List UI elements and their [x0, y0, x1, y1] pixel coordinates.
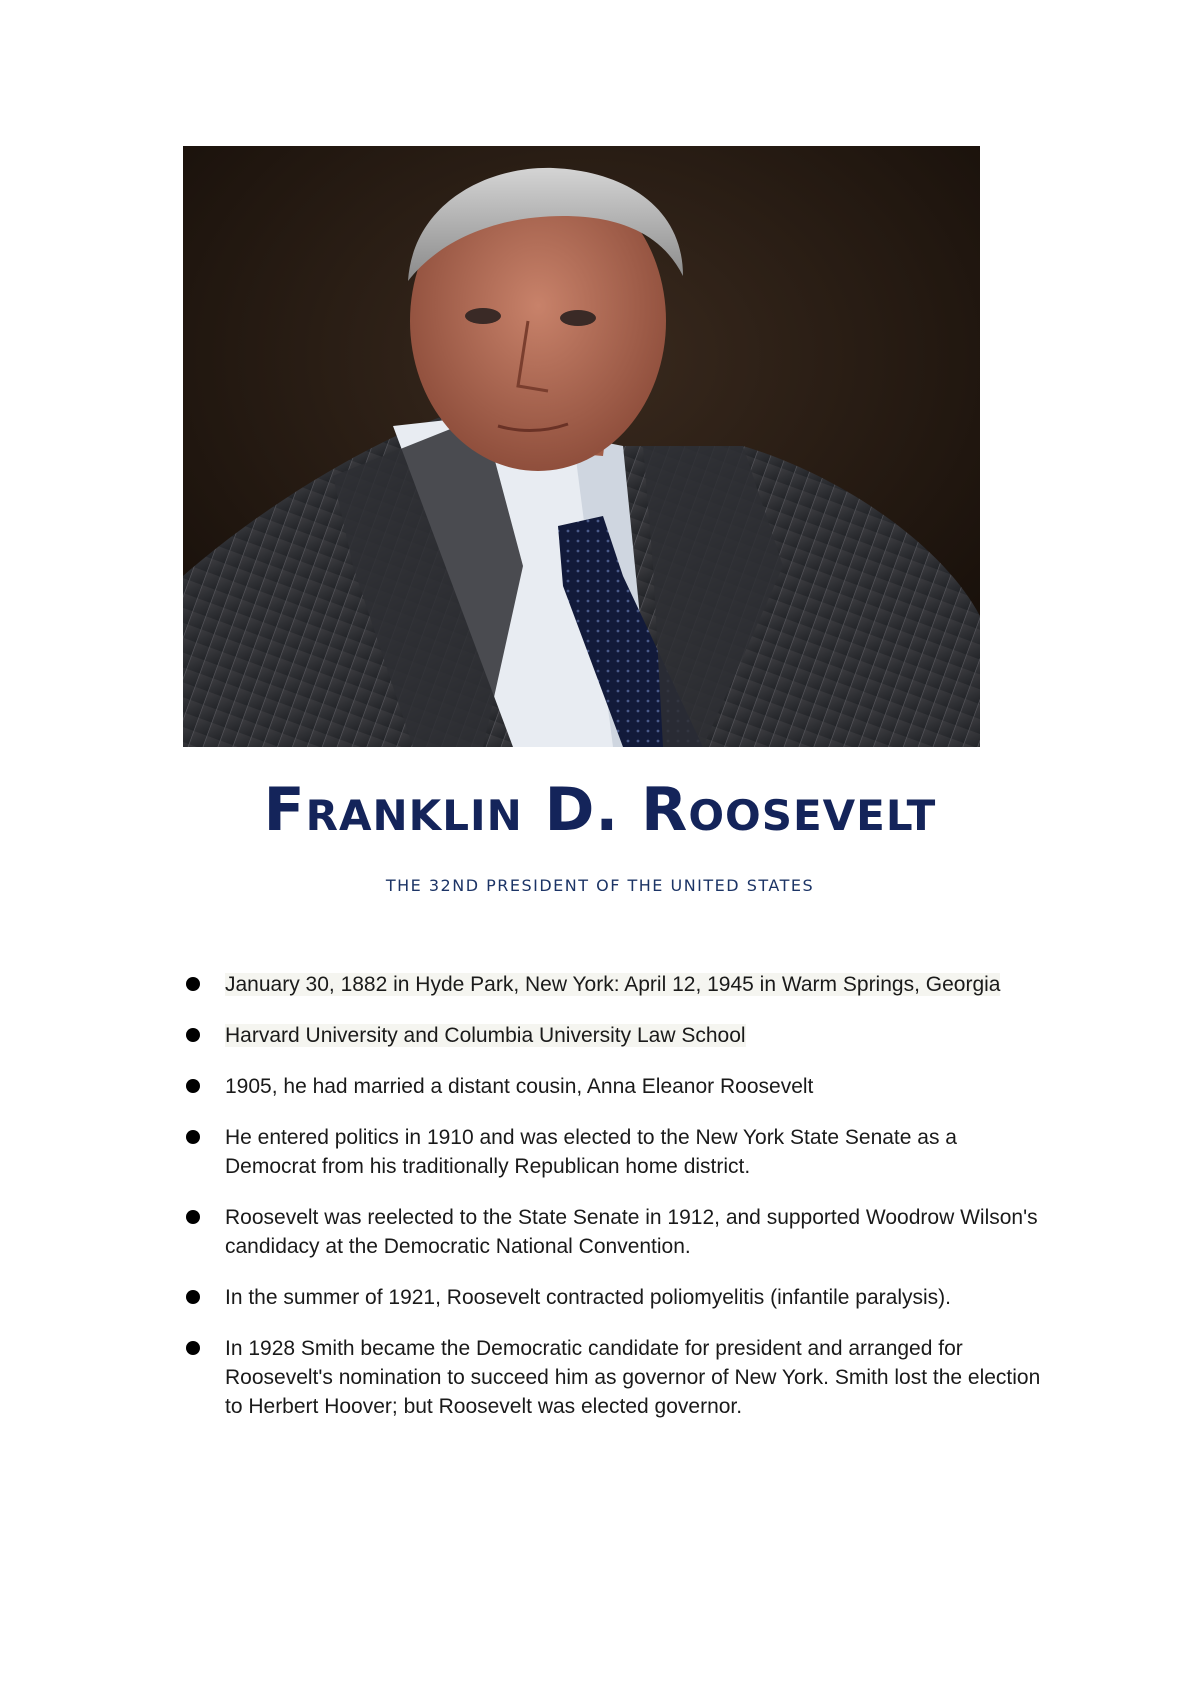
- list-item: [183, 970, 1043, 999]
- portrait-image: [183, 146, 980, 747]
- page-subtitle: THE 32ND PRESIDENT OF THE UNITED STATES: [385, 876, 815, 895]
- list-item: [183, 1123, 1043, 1181]
- bullet-icon: [186, 1210, 200, 1224]
- list-item: [183, 1283, 1043, 1312]
- bullet-icon: [186, 1341, 200, 1355]
- page-title: Franklin D. Roosevelt: [263, 775, 937, 845]
- bullet-icon: [186, 1079, 200, 1093]
- portrait-photo: [183, 146, 980, 747]
- bullet-icon: [186, 1028, 200, 1042]
- list-item-text: January 30, 1882 in Hyde Park, New York: April 12, 1945 in Warm Springs, Georgia: [225, 973, 1001, 996]
- list-item-text: 1905, he had married a distant cousin, Anna Eleanor Roosevelt: [225, 1075, 814, 1098]
- bullet-icon: [186, 1290, 200, 1304]
- list-item: [183, 1334, 1043, 1421]
- list-item-text: Harvard University and Columbia University Law School: [225, 1024, 746, 1047]
- facts-list: [183, 970, 1043, 1443]
- bullet-icon: [186, 1130, 200, 1144]
- list-item-text: He entered politics in 1910 and was elected to the New York State Senate as a Democrat from his traditionally Republican home district.: [225, 1126, 957, 1178]
- list-item-text: In 1928 Smith became the Democratic candidate for president and arranged for Roosevelt's nomination to succeed him as governor of New York. Smith lost the election to Herbert Hoover; but Roosevelt was elected governor.: [225, 1337, 1041, 1418]
- list-item: [183, 1203, 1043, 1261]
- list-item: [183, 1021, 1043, 1050]
- list-item: [183, 1072, 1043, 1101]
- list-item-text: Roosevelt was reelected to the State Senate in 1912, and supported Woodrow Wilson's candidacy at the Democratic National Convention.: [225, 1206, 1038, 1258]
- list-item-text: In the summer of 1921, Roosevelt contracted poliomyelitis (infantile paralysis).: [225, 1286, 951, 1309]
- bullet-icon: [186, 977, 200, 991]
